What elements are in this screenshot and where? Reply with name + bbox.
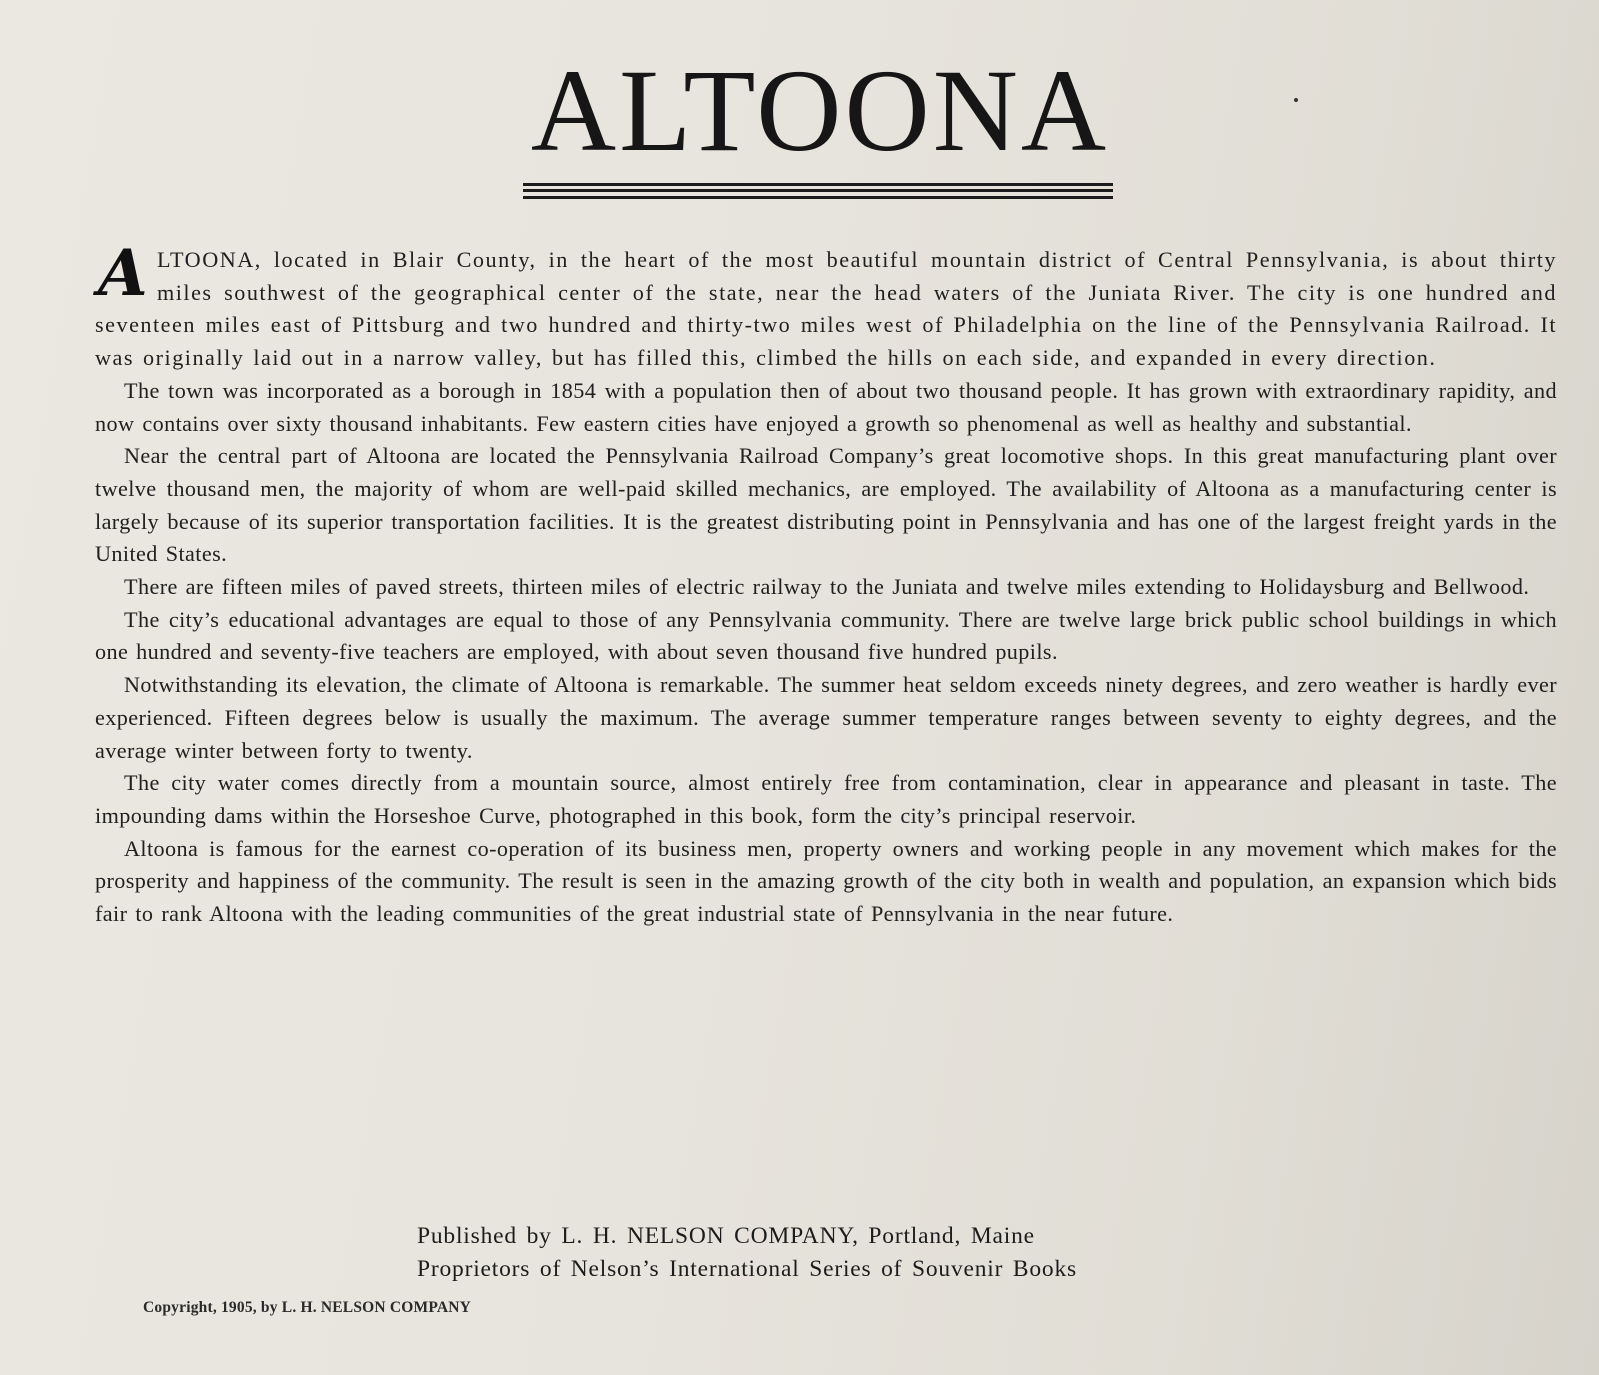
title-rule-top	[523, 183, 1113, 186]
article-body	[95, 236, 1557, 931]
paragraph-climate: Notwithstanding its elevation, the climate of Altoona is remarkable. The summer heat seldom exceeds ninety degrees, and zero weather is hardly ever experienced. Fifteen degrees below is usually the maximum. The average summer temperature ranges between seventy to eighty degrees, and the average winter between forty to twenty.	[95, 672, 1557, 763]
paragraph-intro	[95, 236, 1557, 375]
page-title: ALTOONA	[530, 45, 1110, 176]
paragraph-streets: There are fifteen miles of paved streets, thirteen miles of electric railway to the Juniata and twelve miles extending to Holidaysburg and Bellwood.	[124, 574, 1530, 600]
paragraph-intro-text: LTOONA, located in Blair County, in the heart of the most beautiful mountain district of Central Pennsylvania, is about thirty miles southwest of the geographical center of the state, near the head waters of the Juniata River. The city is one hundred and seventeen miles east of Pittsburg and two hundred and thirty-two miles west of Philadelphia on the line of the Pennsylvania Railroad. It was originally laid out in a narrow valley, but has filled this, climbed the hills on each side, and expanded in every direction.	[95, 247, 1557, 371]
publisher-line: Published by L. H. NELSON COMPANY, Portland, Maine	[417, 1223, 1035, 1249]
title-rule-bottom	[523, 196, 1113, 199]
paragraph-history: The town was incorporated as a borough in 1854 with a population then of about two thousand people. It has grown with extraordinary rapidity, and now contains over sixty thousand inhabitants. Few eastern cities have enjoyed a growth so phenomenal as well as healthy and substantial.	[95, 377, 1557, 436]
paragraph-education: The city’s educational advantages are equal to those of any Pennsylvania community. There are twelve large brick public school buildings in which one hundred and seventy-five teachers are employed, with about seven thousand five hundred pupils.	[95, 606, 1557, 665]
title-rule-middle	[523, 189, 1113, 192]
drop-cap: A	[97, 236, 149, 311]
copyright-notice: Copyright, 1905, by L. H. NELSON COMPANY	[143, 1299, 472, 1316]
paragraph-industry: Near the central part of Altoona are located the Pennsylvania Railroad Company’s great locomotive shops. In this great manufacturing plant over twelve thousand men, the majority of whom are well-paid skilled mechanics, are employed. The availability of Altoona as a manufacturing center is largely because of its superior transportation facilities. It is the greatest distributing point in Pennsylvania and has one of the largest freight yards in the United States.	[95, 443, 1557, 567]
proprietors-line: Proprietors of Nelson’s International Series of Souvenir Books	[417, 1256, 1077, 1282]
paragraph-water: The city water comes directly from a mountain source, almost entirely free from contamination, clear in appearance and pleasant in taste. The impounding dams within the Horseshoe Curve, photographed in this book, form the city’s principal reservoir.	[95, 770, 1557, 828]
publisher-block	[417, 1220, 1077, 1286]
paragraph-community: Altoona is famous for the earnest co-operation of its business men, property owners and working people in any movement which makes for the prosperity and happiness of the community. The result is seen in the amazing growth of the city both in wealth and population, an expansion which bids fair to rank Altoona with the leading communities of the great industrial state of Pennsylvania in the near future.	[95, 835, 1557, 927]
